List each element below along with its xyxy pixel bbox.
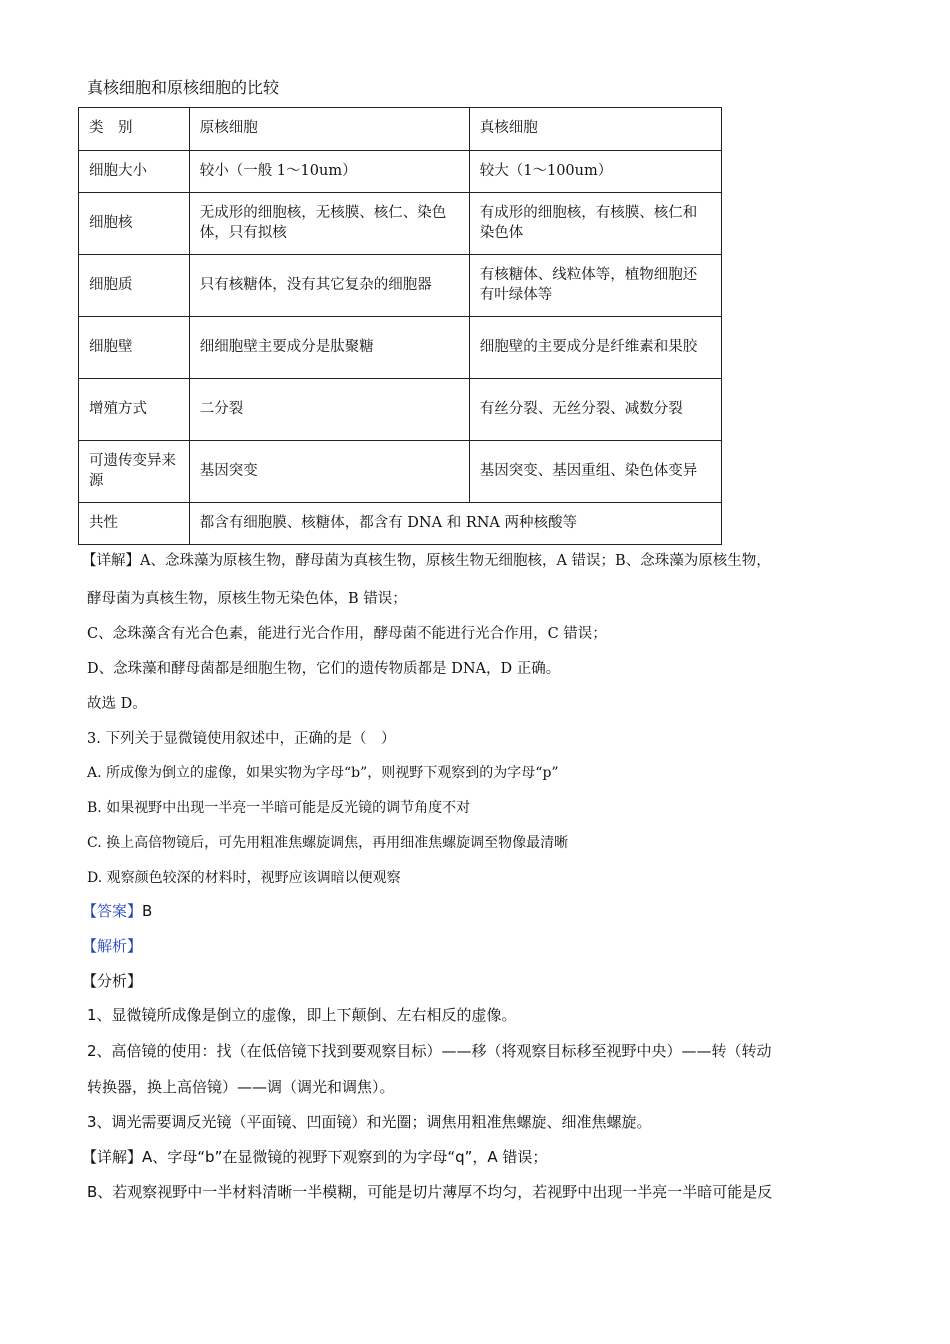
table-header-row [79,108,722,151]
table-cell: 只有核糖体，没有其它复杂的细胞器 [189,255,469,317]
table-cell: 原核细胞 [189,108,469,151]
table-cell: 较小（一般 1～10um） [189,151,469,193]
analysis-tag: 【解析】 [82,937,143,955]
table-cell: 二分裂 [189,379,469,441]
fenxi-tag: 【分析】 [82,972,143,990]
q2-detail-line: D、念珠藻和酵母菌都是细胞生物，它们的遗传物质都是 DNA，D 正确。 [87,661,561,677]
table-cell: 有成形的细胞核，有核膜、核仁和染色体 [469,193,721,255]
analysis-point: 2、高倍镜的使用：找（在低倍镜下找到要观察目标）——移（将观察目标移至视野中央）——转（转动 [87,1042,772,1060]
table-cell: 真核细胞 [469,108,721,151]
table-cell: 细胞壁的主要成分是纤维素和果胶 [469,317,721,379]
detail-tag: 【详解】 [82,1148,143,1166]
section-title: 真核细胞和原核细胞的比较 [87,78,280,97]
table-cell: 类 别 [79,108,190,151]
table-cell: 增殖方式 [79,379,190,441]
table-cell: 基因突变、基因重组、染色体变异 [469,441,721,503]
table-cell: 较大（1～100um） [469,151,721,193]
comparison-table [78,107,722,545]
table-row [79,317,722,379]
table-cell: 有丝分裂、无丝分裂、减数分裂 [469,379,721,441]
question-stem: 3. 下列关于显微镜使用叙述中，正确的是（ ） [87,731,396,747]
table-cell: 细胞核 [79,193,190,255]
table-cell: 共性 [79,503,190,545]
q3-detail-line: B、若观察视野中一半材料清晰一半模糊，可能是切片薄厚不均匀，若视野中出现一半亮一半暗可能是反 [87,1183,773,1201]
q2-detail-line: 【详解】A、念珠藻为原核生物，酵母菌为真核生物，原核生物无细胞核，A 错误；B、念珠藻为原核生物， [82,553,771,569]
analysis-point: 1、显微镜所成像是倒立的虚像，即上下颠倒、左右相反的虚像。 [87,1006,517,1024]
table-row [79,151,722,193]
option-b: B. 如果视野中出现一半亮一半暗可能是反光镜的调节角度不对 [87,800,471,816]
analysis-point: 3、调光需要调反光镜（平面镜、凹面镜）和光圈；调焦用粗准焦螺旋、细准焦螺旋。 [87,1113,652,1131]
answer-value: B [142,902,153,920]
table-cell: 细胞壁 [79,317,190,379]
option-a: A. 所成像为倒立的虚像，如果实物为字母“b”，则视野下观察到的为字母“p” [87,765,559,781]
table-cell: 基因突变 [189,441,469,503]
option-c: C. 换上高倍物镜后，可先用粗准焦螺旋调焦，再用细准焦螺旋调至物像最清晰 [87,835,569,851]
table-cell: 细细胞壁主要成分是肽聚糖 [189,317,469,379]
table-cell: 可遗传变异来源 [79,441,190,503]
table-cell: 细胞大小 [79,151,190,193]
answer-tag: 【答案】 [82,902,143,920]
q3-detail-line: 【详解】A、字母“b”在显微镜的视野下观察到的为字母“q”，A 错误； [82,1148,548,1166]
analysis-point: 转换器，换上高倍镜）——调（调光和调焦）。 [87,1078,395,1096]
answer-line [82,900,152,921]
option-d: D. 观察颜色较深的材料时，视野应该调暗以便观察 [87,870,401,886]
table-row [79,379,722,441]
table-cell: 都含有细胞膜、核糖体，都含有 DNA 和 RNA 两种核酸等 [189,503,721,545]
table-cell: 无成形的细胞核，无核膜、核仁、染色体，只有拟核 [189,193,469,255]
detail-tag: 【详解】 [82,553,140,569]
q2-detail-line: C、念珠藻含有光合色素，能进行光合作用，酵母菌不能进行光合作用，C 错误； [87,626,607,642]
table-row [79,193,722,255]
table-row [79,255,722,317]
q2-detail-line: 故选 D。 [87,696,147,712]
table-row [79,503,722,545]
table-row [79,441,722,503]
table-cell: 有核糖体、线粒体等，植物细胞还有叶绿体等 [469,255,721,317]
q2-detail-line: 酵母菌为真核生物，原核生物无染色体，B 错误； [87,591,407,607]
table-cell: 细胞质 [79,255,190,317]
